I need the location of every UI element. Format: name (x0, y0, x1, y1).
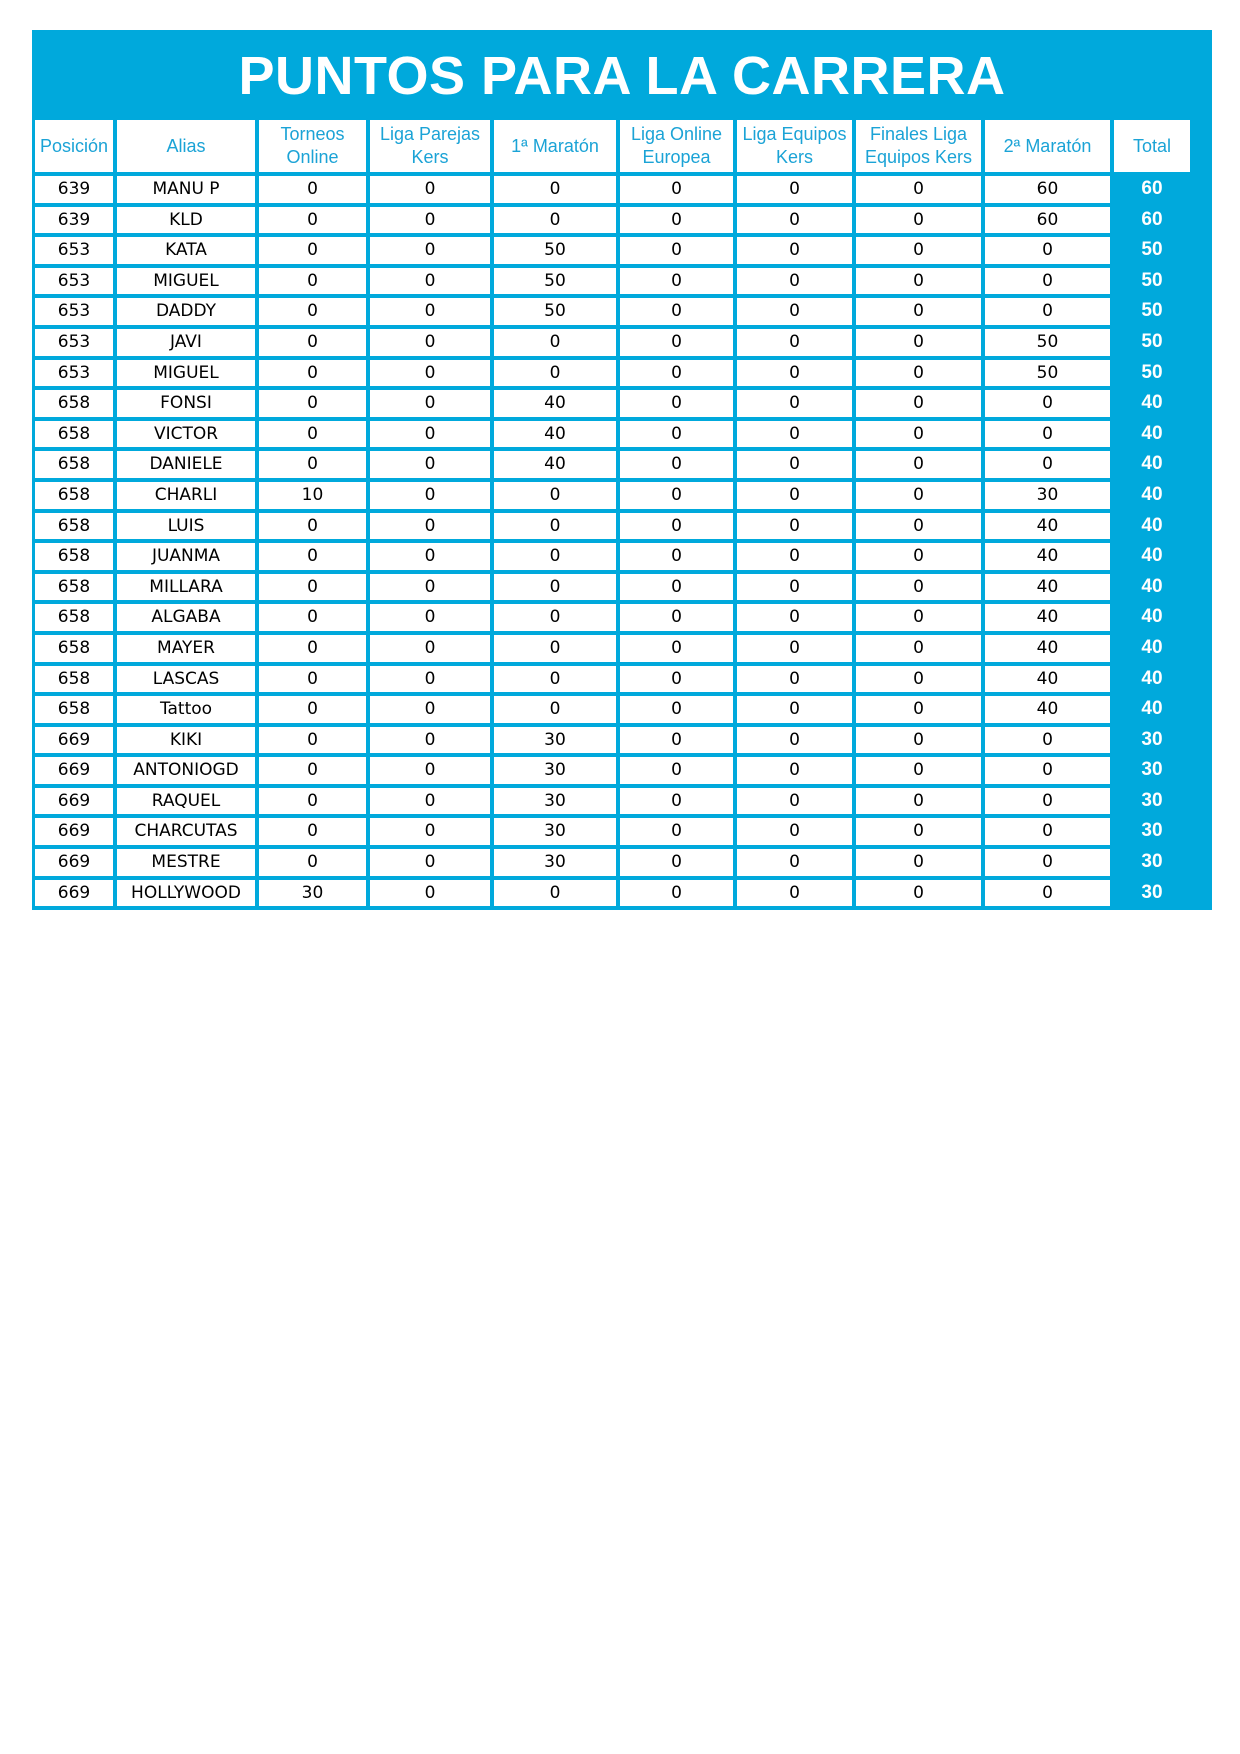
cell-torneos-online: 0 (259, 604, 366, 631)
cell-alias: MIGUEL (117, 360, 255, 387)
cell-total: 40 (1114, 574, 1190, 601)
cell-total: 40 (1114, 635, 1190, 662)
cell-torneos-online: 0 (259, 421, 366, 448)
cell-position: 669 (35, 849, 113, 876)
cell-liga-online-europea: 0 (620, 421, 733, 448)
cell-total: 60 (1114, 207, 1190, 234)
cell-alias: JUANMA (117, 543, 255, 570)
cell-total: 40 (1114, 451, 1190, 478)
cell-maraton-1: 40 (494, 451, 616, 478)
table-row (35, 788, 1190, 815)
cell-liga-online-europea: 0 (620, 176, 733, 203)
cell-finales-liga-equipos-kers: 0 (856, 360, 981, 387)
cell-liga-online-europea: 0 (620, 788, 733, 815)
cell-finales-liga-equipos-kers: 0 (856, 727, 981, 754)
cell-maraton-1: 30 (494, 788, 616, 815)
table-body (35, 176, 1190, 906)
cell-maraton-2: 0 (985, 880, 1110, 907)
cell-maraton-2: 40 (985, 696, 1110, 723)
table-row (35, 237, 1190, 264)
cell-maraton-2: 40 (985, 543, 1110, 570)
cell-position: 653 (35, 329, 113, 356)
cell-maraton-2: 0 (985, 849, 1110, 876)
cell-maraton-2: 0 (985, 390, 1110, 417)
cell-torneos-online: 0 (259, 176, 366, 203)
cell-liga-parejas-kers: 0 (370, 329, 490, 356)
cell-torneos-online: 0 (259, 390, 366, 417)
cell-liga-online-europea: 0 (620, 727, 733, 754)
cell-position: 658 (35, 696, 113, 723)
cell-maraton-1: 0 (494, 604, 616, 631)
table-row (35, 207, 1190, 234)
column-header-alias: Alias (117, 120, 255, 172)
cell-liga-parejas-kers: 0 (370, 849, 490, 876)
cell-torneos-online: 0 (259, 237, 366, 264)
cell-total: 40 (1114, 666, 1190, 693)
cell-liga-online-europea: 0 (620, 451, 733, 478)
table-row (35, 635, 1190, 662)
table-row (35, 574, 1190, 601)
cell-position: 669 (35, 757, 113, 784)
cell-alias: MANU P (117, 176, 255, 203)
cell-torneos-online: 0 (259, 849, 366, 876)
cell-alias: FONSI (117, 390, 255, 417)
cell-total: 50 (1114, 298, 1190, 325)
column-header-maraton-2: 2ª Maratón (985, 120, 1110, 172)
cell-maraton-2: 60 (985, 207, 1110, 234)
cell-maraton-1: 0 (494, 635, 616, 662)
cell-alias: KLD (117, 207, 255, 234)
cell-maraton-1: 30 (494, 849, 616, 876)
cell-maraton-2: 0 (985, 788, 1110, 815)
cell-maraton-2: 30 (985, 482, 1110, 509)
cell-position: 658 (35, 482, 113, 509)
cell-liga-parejas-kers: 0 (370, 390, 490, 417)
cell-alias: LUIS (117, 513, 255, 540)
cell-liga-equipos-kers: 0 (737, 390, 852, 417)
cell-finales-liga-equipos-kers: 0 (856, 604, 981, 631)
cell-total: 40 (1114, 513, 1190, 540)
cell-liga-equipos-kers: 0 (737, 727, 852, 754)
cell-position: 669 (35, 880, 113, 907)
cell-finales-liga-equipos-kers: 0 (856, 757, 981, 784)
cell-position: 658 (35, 635, 113, 662)
cell-liga-equipos-kers: 0 (737, 604, 852, 631)
table-row (35, 849, 1190, 876)
cell-liga-parejas-kers: 0 (370, 788, 490, 815)
table-row (35, 390, 1190, 417)
cell-liga-parejas-kers: 0 (370, 635, 490, 662)
cell-torneos-online: 0 (259, 207, 366, 234)
cell-maraton-1: 30 (494, 727, 616, 754)
cell-alias: CHARLI (117, 482, 255, 509)
cell-liga-equipos-kers: 0 (737, 635, 852, 662)
column-header-liga-equipos-kers: Liga Equipos Kers (737, 120, 852, 172)
table-row (35, 482, 1190, 509)
cell-liga-equipos-kers: 0 (737, 574, 852, 601)
ranking-sheet (32, 30, 1212, 910)
cell-liga-equipos-kers: 0 (737, 513, 852, 540)
cell-liga-equipos-kers: 0 (737, 360, 852, 387)
cell-liga-equipos-kers: 0 (737, 880, 852, 907)
cell-liga-parejas-kers: 0 (370, 818, 490, 845)
cell-maraton-1: 50 (494, 237, 616, 264)
cell-position: 639 (35, 176, 113, 203)
cell-liga-equipos-kers: 0 (737, 268, 852, 295)
cell-finales-liga-equipos-kers: 0 (856, 788, 981, 815)
cell-liga-online-europea: 0 (620, 237, 733, 264)
cell-liga-equipos-kers: 0 (737, 482, 852, 509)
cell-liga-parejas-kers: 0 (370, 727, 490, 754)
cell-maraton-1: 0 (494, 207, 616, 234)
cell-liga-parejas-kers: 0 (370, 513, 490, 540)
column-header-liga-online-europea: Liga Online Europea (620, 120, 733, 172)
cell-liga-parejas-kers: 0 (370, 298, 490, 325)
cell-liga-parejas-kers: 0 (370, 574, 490, 601)
cell-alias: VICTOR (117, 421, 255, 448)
cell-position: 653 (35, 268, 113, 295)
cell-liga-equipos-kers: 0 (737, 666, 852, 693)
cell-alias: HOLLYWOOD (117, 880, 255, 907)
cell-liga-online-europea: 0 (620, 849, 733, 876)
cell-liga-online-europea: 0 (620, 635, 733, 662)
cell-finales-liga-equipos-kers: 0 (856, 451, 981, 478)
cell-torneos-online: 0 (259, 360, 366, 387)
cell-maraton-2: 60 (985, 176, 1110, 203)
cell-maraton-1: 0 (494, 360, 616, 387)
cell-liga-online-europea: 0 (620, 207, 733, 234)
cell-liga-parejas-kers: 0 (370, 360, 490, 387)
cell-total: 30 (1114, 880, 1190, 907)
ranking-table (31, 116, 1194, 910)
cell-finales-liga-equipos-kers: 0 (856, 513, 981, 540)
cell-total: 40 (1114, 696, 1190, 723)
header-row (35, 120, 1190, 172)
cell-alias: MAYER (117, 635, 255, 662)
cell-liga-equipos-kers: 0 (737, 849, 852, 876)
cell-maraton-1: 40 (494, 421, 616, 448)
cell-liga-equipos-kers: 0 (737, 207, 852, 234)
cell-finales-liga-equipos-kers: 0 (856, 237, 981, 264)
cell-torneos-online: 30 (259, 880, 366, 907)
cell-liga-equipos-kers: 0 (737, 788, 852, 815)
table-row (35, 176, 1190, 203)
cell-liga-equipos-kers: 0 (737, 543, 852, 570)
cell-torneos-online: 0 (259, 818, 366, 845)
cell-torneos-online: 0 (259, 451, 366, 478)
cell-position: 653 (35, 360, 113, 387)
cell-finales-liga-equipos-kers: 0 (856, 176, 981, 203)
cell-alias: LASCAS (117, 666, 255, 693)
cell-maraton-1: 30 (494, 757, 616, 784)
cell-position: 653 (35, 298, 113, 325)
table-row (35, 696, 1190, 723)
cell-liga-parejas-kers: 0 (370, 666, 490, 693)
cell-torneos-online: 0 (259, 757, 366, 784)
cell-liga-equipos-kers: 0 (737, 329, 852, 356)
cell-torneos-online: 0 (259, 666, 366, 693)
table-row (35, 727, 1190, 754)
cell-total: 40 (1114, 421, 1190, 448)
cell-maraton-2: 0 (985, 268, 1110, 295)
cell-maraton-2: 40 (985, 574, 1110, 601)
cell-maraton-2: 50 (985, 360, 1110, 387)
cell-position: 658 (35, 604, 113, 631)
cell-liga-online-europea: 0 (620, 880, 733, 907)
column-header-liga-parejas-kers: Liga Parejas Kers (370, 120, 490, 172)
cell-liga-parejas-kers: 0 (370, 604, 490, 631)
cell-liga-online-europea: 0 (620, 390, 733, 417)
cell-liga-equipos-kers: 0 (737, 696, 852, 723)
column-header-maraton-1: 1ª Maratón (494, 120, 616, 172)
cell-position: 658 (35, 513, 113, 540)
cell-maraton-2: 0 (985, 421, 1110, 448)
cell-finales-liga-equipos-kers: 0 (856, 880, 981, 907)
cell-maraton-1: 0 (494, 880, 616, 907)
cell-maraton-2: 0 (985, 757, 1110, 784)
cell-total: 30 (1114, 818, 1190, 845)
cell-finales-liga-equipos-kers: 0 (856, 635, 981, 662)
table-row (35, 604, 1190, 631)
cell-alias: KATA (117, 237, 255, 264)
cell-liga-equipos-kers: 0 (737, 298, 852, 325)
cell-position: 658 (35, 666, 113, 693)
cell-liga-parejas-kers: 0 (370, 696, 490, 723)
cell-total: 30 (1114, 849, 1190, 876)
cell-position: 658 (35, 543, 113, 570)
cell-maraton-2: 40 (985, 604, 1110, 631)
cell-finales-liga-equipos-kers: 0 (856, 666, 981, 693)
cell-torneos-online: 0 (259, 268, 366, 295)
cell-alias: DADDY (117, 298, 255, 325)
cell-maraton-2: 40 (985, 513, 1110, 540)
cell-liga-parejas-kers: 0 (370, 880, 490, 907)
cell-finales-liga-equipos-kers: 0 (856, 268, 981, 295)
cell-total: 60 (1114, 176, 1190, 203)
cell-total: 50 (1114, 329, 1190, 356)
cell-liga-online-europea: 0 (620, 574, 733, 601)
cell-position: 669 (35, 818, 113, 845)
cell-maraton-1: 0 (494, 482, 616, 509)
cell-alias: DANIELE (117, 451, 255, 478)
cell-position: 658 (35, 451, 113, 478)
cell-position: 658 (35, 390, 113, 417)
cell-torneos-online: 0 (259, 635, 366, 662)
cell-liga-online-europea: 0 (620, 666, 733, 693)
cell-position: 658 (35, 421, 113, 448)
cell-total: 50 (1114, 237, 1190, 264)
cell-total: 40 (1114, 390, 1190, 417)
cell-liga-equipos-kers: 0 (737, 818, 852, 845)
cell-position: 639 (35, 207, 113, 234)
table-row (35, 757, 1190, 784)
cell-liga-parejas-kers: 0 (370, 757, 490, 784)
table-row (35, 268, 1190, 295)
cell-maraton-1: 50 (494, 268, 616, 295)
cell-maraton-2: 0 (985, 727, 1110, 754)
cell-liga-online-europea: 0 (620, 604, 733, 631)
table-row (35, 818, 1190, 845)
cell-total: 50 (1114, 268, 1190, 295)
cell-maraton-2: 0 (985, 237, 1110, 264)
cell-alias: ANTONIOGD (117, 757, 255, 784)
cell-maraton-1: 0 (494, 176, 616, 203)
cell-liga-parejas-kers: 0 (370, 482, 490, 509)
cell-alias: ALGABA (117, 604, 255, 631)
cell-liga-online-europea: 0 (620, 298, 733, 325)
cell-maraton-1: 40 (494, 390, 616, 417)
cell-torneos-online: 0 (259, 543, 366, 570)
column-header-position: Posición (35, 120, 113, 172)
cell-liga-parejas-kers: 0 (370, 268, 490, 295)
cell-liga-equipos-kers: 0 (737, 757, 852, 784)
column-header-torneos-online: Torneos Online (259, 120, 366, 172)
cell-finales-liga-equipos-kers: 0 (856, 482, 981, 509)
cell-torneos-online: 0 (259, 513, 366, 540)
table-row (35, 451, 1190, 478)
cell-alias: KIKI (117, 727, 255, 754)
table-row (35, 421, 1190, 448)
cell-maraton-1: 30 (494, 818, 616, 845)
cell-maraton-2: 0 (985, 451, 1110, 478)
cell-liga-parejas-kers: 0 (370, 207, 490, 234)
cell-alias: RAQUEL (117, 788, 255, 815)
table-row (35, 880, 1190, 907)
cell-liga-online-europea: 0 (620, 818, 733, 845)
cell-total: 30 (1114, 727, 1190, 754)
cell-torneos-online: 0 (259, 696, 366, 723)
cell-liga-online-europea: 0 (620, 482, 733, 509)
table-row (35, 666, 1190, 693)
cell-liga-parejas-kers: 0 (370, 451, 490, 478)
cell-maraton-2: 40 (985, 666, 1110, 693)
cell-maraton-1: 0 (494, 513, 616, 540)
cell-total: 50 (1114, 360, 1190, 387)
cell-maraton-1: 0 (494, 574, 616, 601)
cell-finales-liga-equipos-kers: 0 (856, 574, 981, 601)
cell-position: 653 (35, 237, 113, 264)
table-row (35, 543, 1190, 570)
cell-maraton-2: 0 (985, 818, 1110, 845)
cell-torneos-online: 10 (259, 482, 366, 509)
cell-liga-parejas-kers: 0 (370, 176, 490, 203)
cell-maraton-1: 50 (494, 298, 616, 325)
cell-maraton-1: 0 (494, 696, 616, 723)
cell-maraton-2: 0 (985, 298, 1110, 325)
cell-finales-liga-equipos-kers: 0 (856, 818, 981, 845)
cell-torneos-online: 0 (259, 574, 366, 601)
cell-liga-online-europea: 0 (620, 696, 733, 723)
cell-liga-equipos-kers: 0 (737, 176, 852, 203)
cell-position: 669 (35, 788, 113, 815)
cell-finales-liga-equipos-kers: 0 (856, 298, 981, 325)
cell-finales-liga-equipos-kers: 0 (856, 329, 981, 356)
column-header-finales-liga-equipos-kers: Finales Liga Equipos Kers (856, 120, 981, 172)
cell-total: 30 (1114, 788, 1190, 815)
cell-torneos-online: 0 (259, 329, 366, 356)
cell-alias: JAVI (117, 329, 255, 356)
cell-total: 40 (1114, 604, 1190, 631)
cell-liga-online-europea: 0 (620, 329, 733, 356)
cell-maraton-1: 0 (494, 329, 616, 356)
table-row (35, 329, 1190, 356)
cell-position: 658 (35, 574, 113, 601)
column-header-total: Total (1114, 120, 1190, 172)
cell-total: 40 (1114, 543, 1190, 570)
cell-liga-parejas-kers: 0 (370, 421, 490, 448)
cell-liga-equipos-kers: 0 (737, 421, 852, 448)
cell-finales-liga-equipos-kers: 0 (856, 849, 981, 876)
cell-alias: Tattoo (117, 696, 255, 723)
cell-maraton-2: 50 (985, 329, 1110, 356)
cell-liga-online-europea: 0 (620, 513, 733, 540)
cell-liga-online-europea: 0 (620, 543, 733, 570)
cell-total: 30 (1114, 757, 1190, 784)
cell-finales-liga-equipos-kers: 0 (856, 390, 981, 417)
table-row (35, 513, 1190, 540)
cell-finales-liga-equipos-kers: 0 (856, 421, 981, 448)
cell-torneos-online: 0 (259, 788, 366, 815)
cell-liga-online-europea: 0 (620, 757, 733, 784)
cell-liga-equipos-kers: 0 (737, 237, 852, 264)
cell-liga-online-europea: 0 (620, 268, 733, 295)
cell-liga-online-europea: 0 (620, 360, 733, 387)
cell-alias: MIGUEL (117, 268, 255, 295)
cell-torneos-online: 0 (259, 727, 366, 754)
cell-finales-liga-equipos-kers: 0 (856, 207, 981, 234)
cell-maraton-1: 0 (494, 543, 616, 570)
cell-alias: CHARCUTAS (117, 818, 255, 845)
cell-total: 40 (1114, 482, 1190, 509)
cell-alias: MESTRE (117, 849, 255, 876)
cell-torneos-online: 0 (259, 298, 366, 325)
cell-liga-equipos-kers: 0 (737, 451, 852, 478)
cell-finales-liga-equipos-kers: 0 (856, 696, 981, 723)
table-row (35, 298, 1190, 325)
cell-finales-liga-equipos-kers: 0 (856, 543, 981, 570)
cell-liga-parejas-kers: 0 (370, 237, 490, 264)
cell-liga-parejas-kers: 0 (370, 543, 490, 570)
cell-maraton-2: 40 (985, 635, 1110, 662)
table-row (35, 360, 1190, 387)
cell-alias: MILLARA (117, 574, 255, 601)
cell-maraton-1: 0 (494, 666, 616, 693)
page-title: PUNTOS PARA LA CARRERA (238, 46, 1006, 106)
cell-position: 669 (35, 727, 113, 754)
